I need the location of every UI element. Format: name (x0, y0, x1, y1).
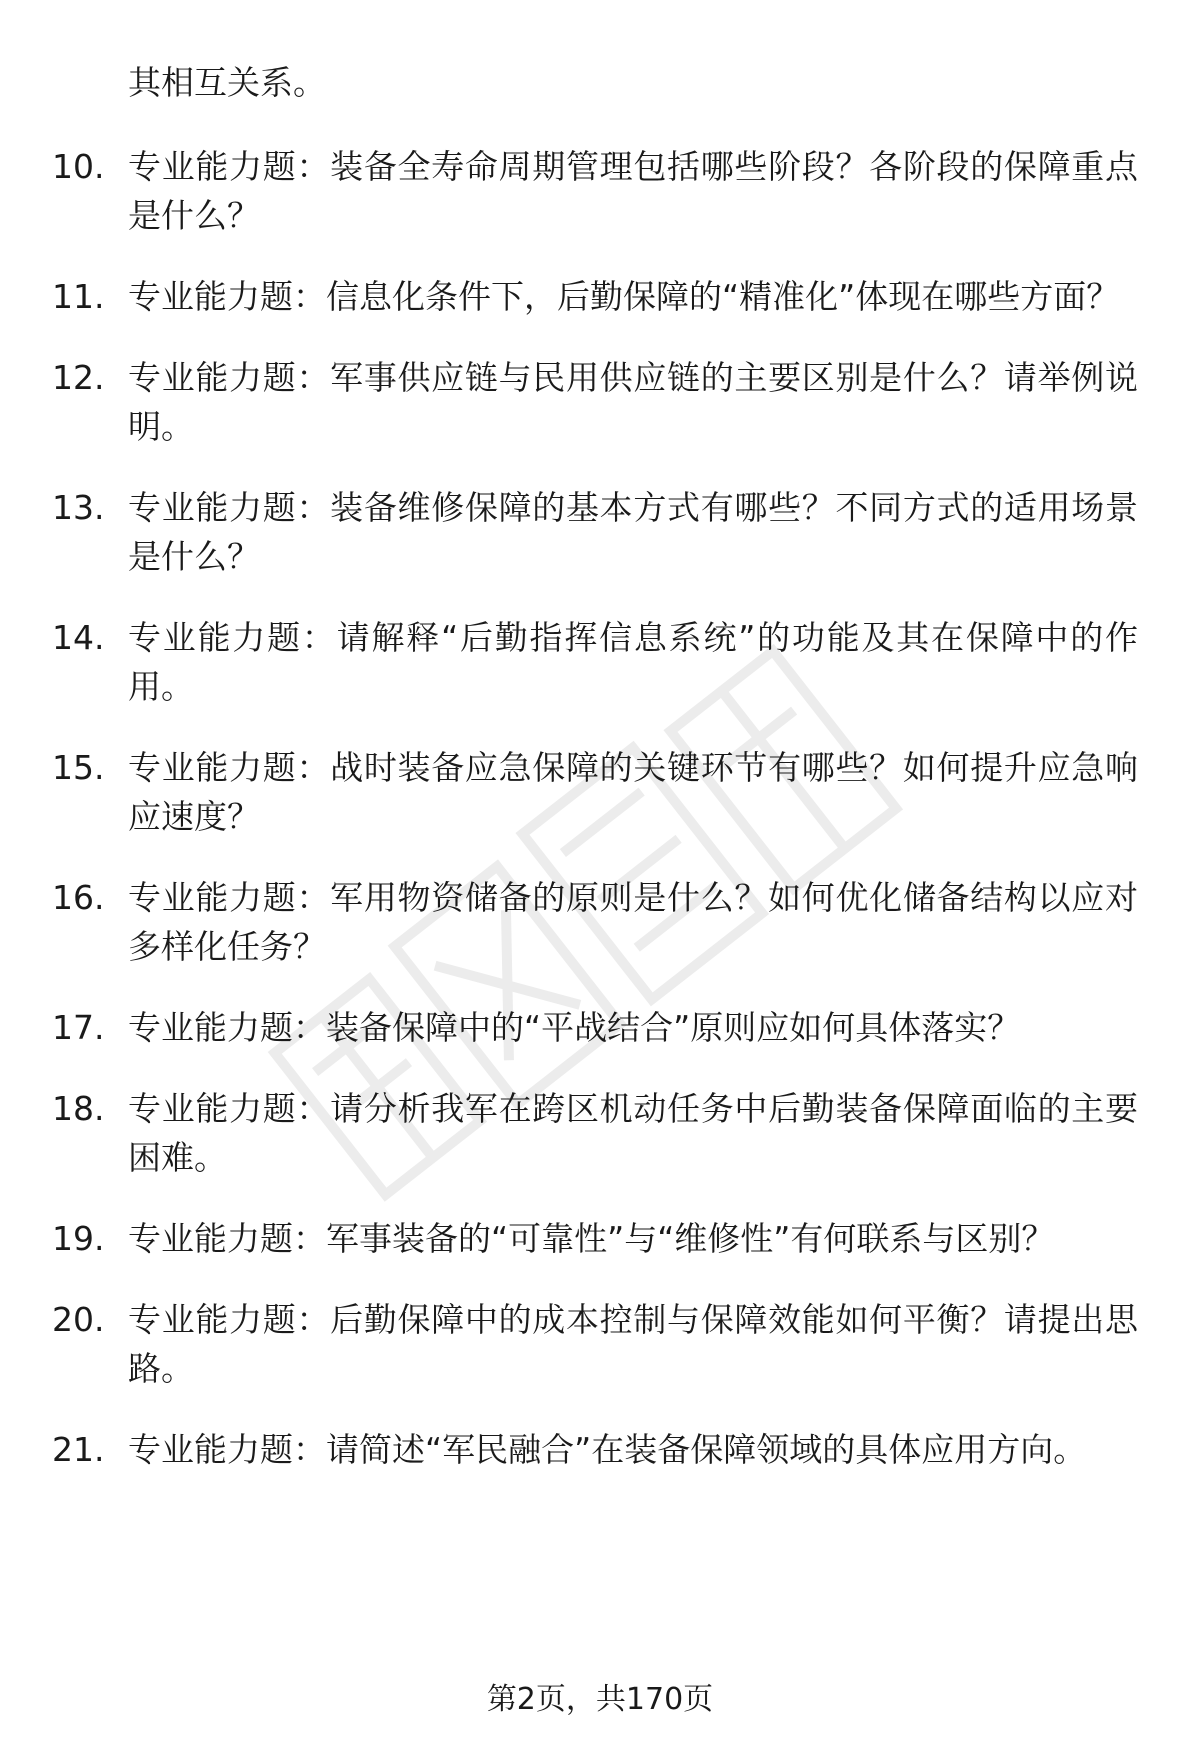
question-number: 12. (52, 358, 105, 397)
question-number: 21. (52, 1430, 105, 1469)
question-number: 16. (52, 878, 105, 917)
question-number: 18. (52, 1089, 105, 1128)
question-number: 14. (52, 618, 105, 657)
question-number: 17. (52, 1008, 105, 1047)
question-number: 10. (52, 147, 105, 186)
question-text: 专业能力题：装备维修保障的基本方式有哪些？不同方式的适用场景是什么？ (128, 488, 1138, 576)
list-item (0, 1295, 1138, 1393)
question-text: 专业能力题：战时装备应急保障的关键环节有哪些？如何提升应急响应速度？ (128, 748, 1138, 836)
question-text: 专业能力题：后勤保障中的成本控制与保障效能如何平衡？请提出思路。 (128, 1300, 1138, 1388)
question-list (0, 142, 1200, 1506)
list-item (0, 613, 1138, 711)
list-item (0, 483, 1138, 581)
question-number: 19. (52, 1219, 105, 1258)
question-text: 专业能力题：请分析我军在跨区机动任务中后勤装备保障面临的主要困难。 (128, 1089, 1138, 1177)
question-text: 专业能力题：军事装备的“可靠性”与“维修性”有何联系与区别？ (128, 1219, 1055, 1258)
question-text: 专业能力题：装备保障中的“平战结合”原则应如何具体落实？ (128, 1008, 1021, 1047)
question-text: 专业能力题：装备全寿命周期管理包括哪些阶段？各阶段的保障重点是什么？ (128, 147, 1138, 235)
list-item (0, 1214, 1138, 1263)
page-footer: 第2页，共170页 (486, 1682, 714, 1717)
question-number: 13. (52, 488, 105, 527)
list-item (0, 743, 1138, 841)
list-item (0, 272, 1138, 321)
list-item (0, 873, 1138, 971)
question-number: 15. (52, 748, 105, 787)
list-item (0, 1425, 1138, 1474)
question-text: 专业能力题：军用物资储备的原则是什么？如何优化储备结构以应对多样化任务？ (128, 878, 1138, 966)
continued-text: 其相互关系。 (128, 63, 326, 102)
list-item (0, 353, 1138, 451)
question-number: 20. (52, 1300, 105, 1339)
question-text: 专业能力题：信息化条件下，后勤保障的“精准化”体现在哪些方面？ (128, 277, 1120, 316)
list-item (0, 1084, 1138, 1182)
question-number: 11. (52, 277, 105, 316)
question-text: 专业能力题：请解释“后勤指挥信息系统”的功能及其在保障中的作用。 (128, 618, 1138, 706)
question-text: 专业能力题：军事供应链与民用供应链的主要区别是什么？请举例说明。 (128, 358, 1138, 446)
question-text: 专业能力题：请简述“军民融合”在装备保障领域的具体应用方向。 (128, 1430, 1087, 1469)
list-item (0, 1003, 1138, 1052)
list-item (0, 142, 1138, 240)
